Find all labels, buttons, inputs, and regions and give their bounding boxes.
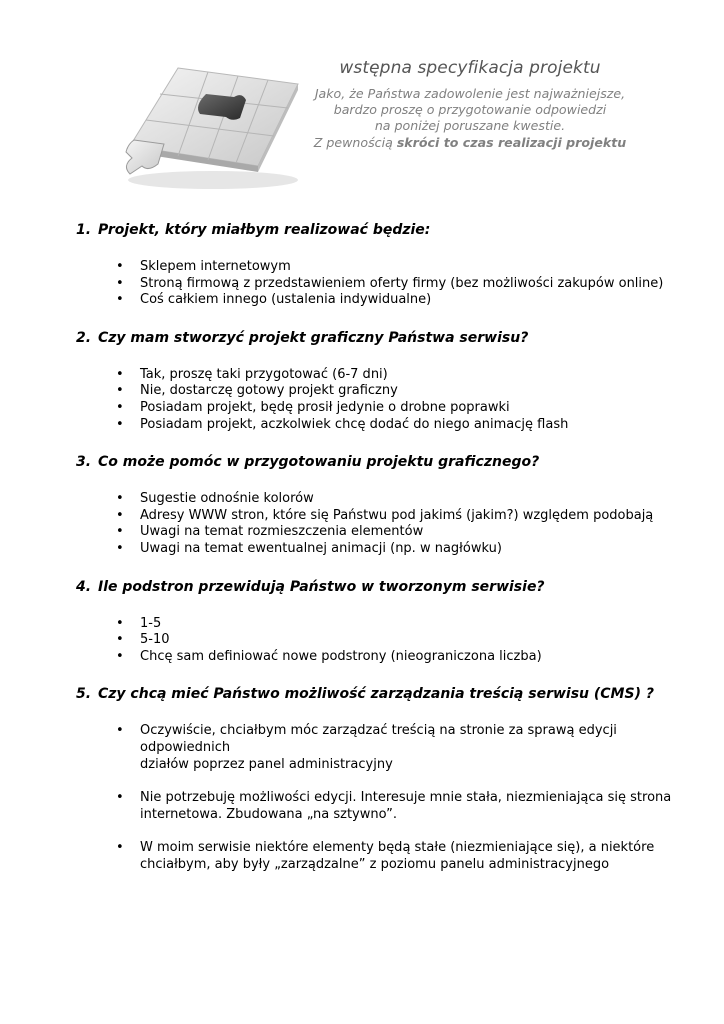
bullet-icon: •: [116, 399, 124, 415]
question-section-1: [76, 222, 676, 309]
intro-line-3: na poniżej poruszane kwestie.: [374, 118, 566, 134]
bullet-icon: •: [116, 524, 124, 540]
questionnaire: [76, 222, 676, 894]
bullet-icon: •: [116, 632, 124, 648]
list-item: [76, 649, 676, 666]
list-item: [76, 790, 676, 823]
option-line: chciałbym, aby były „zarządzalne” z poziomu panelu administracyjnego: [140, 856, 610, 872]
option-text: Uwagi na temat rozmieszczenia elementów: [140, 524, 424, 540]
question-heading: [76, 579, 676, 595]
question-section-5: [76, 686, 676, 873]
list-item: [76, 632, 676, 649]
option-text: Posiadam projekt, będę prosił jedynie o drobne poprawki: [140, 399, 510, 415]
option-text: Nie, dostarczę gotowy projekt graficzny: [140, 383, 398, 399]
document-header: [0, 0, 724, 210]
list-item: [76, 541, 676, 558]
list-item: [76, 259, 676, 276]
question-heading: [76, 454, 676, 470]
bullet-icon: •: [116, 790, 124, 806]
document-title: wstępna specyfikacja projektu: [339, 58, 601, 78]
list-item: [76, 383, 676, 400]
list-item: [76, 616, 676, 633]
option-line: Oczywiście, chciałbym móc zarządzać treścią na stronie za sprawą edycji odpowiednich: [140, 723, 617, 755]
option-text: Tak, proszę taki przygotować (6-7 dni): [140, 366, 388, 382]
bullet-icon: •: [116, 540, 124, 556]
bullet-icon: •: [116, 275, 124, 291]
question-section-4: [76, 579, 676, 666]
bullet-icon: •: [116, 366, 124, 382]
option-list: [76, 616, 676, 666]
list-item: [76, 292, 676, 309]
option-text: Stroną firmową z przedstawieniem oferty firmy (bez możliwości zakupów online): [140, 275, 664, 291]
option-list: [76, 367, 676, 433]
list-item: [76, 417, 676, 434]
header-intro: [300, 58, 640, 151]
list-item: [76, 400, 676, 417]
option-text: Adresy WWW stron, które się Państwu pod jakimś (jakim?) względem podobają: [140, 507, 654, 523]
bullet-icon: •: [116, 723, 124, 739]
option-text: Coś całkiem innego (ustalenia indywidualne): [140, 292, 432, 308]
bullet-icon: •: [116, 507, 124, 523]
question-section-2: [76, 330, 676, 433]
bullet-icon: •: [116, 840, 124, 856]
question-text: Ile podstron przewidują Państwo w tworzonym serwisie?: [98, 578, 545, 595]
option-line: działów poprzez panel administracyjny: [140, 756, 393, 772]
list-item: [76, 723, 676, 773]
question-text: Czy chcą mieć Państwo możliwość zarządzania treścią serwisu (CMS) ?: [98, 686, 654, 703]
list-item: [76, 840, 676, 873]
bullet-icon: •: [116, 383, 124, 399]
question-text: Czy mam stworzyć projekt graficzny Państwa serwisu?: [98, 329, 529, 346]
question-number: 5.: [76, 686, 92, 703]
puzzle-logo-image: [108, 62, 308, 192]
option-text: 1-5: [140, 615, 162, 631]
list-item: [76, 276, 676, 293]
bullet-icon: •: [116, 259, 124, 274]
option-text: Sugestie odnośnie kolorów: [140, 491, 314, 507]
option-line: internetowa. Zbudowana „na sztywno”.: [140, 806, 397, 822]
bullet-icon: •: [116, 491, 124, 507]
option-text: Sklepem internetowym: [140, 259, 291, 274]
question-number: 2.: [76, 329, 92, 346]
intro-line-4-emphasis: skróci to czas realizacji projektu: [396, 134, 627, 150]
option-line: Nie potrzebuję możliwości edycji. Interesuje mnie stała, niezmieniająca się strona: [140, 790, 672, 806]
list-item: [76, 491, 676, 508]
bullet-icon: •: [116, 416, 124, 432]
question-heading: [76, 686, 676, 702]
intro-line-4: [300, 135, 640, 151]
question-section-3: [76, 454, 676, 557]
list-item: [76, 367, 676, 384]
list-item: [76, 524, 676, 541]
intro-line-2: bardzo proszę o przygotowanie odpowiedzi: [333, 102, 607, 118]
option-text: 5-10: [140, 632, 170, 648]
question-heading: [76, 330, 676, 346]
bullet-icon: •: [116, 648, 124, 664]
bullet-icon: •: [116, 615, 124, 631]
question-text: Co może pomóc w przygotowaniu projektu graficznego?: [98, 454, 540, 471]
intro-line-1: Jako, że Państwa zadowolenie jest najważniejsze,: [314, 86, 626, 101]
option-list: [76, 723, 676, 873]
question-number: 3.: [76, 454, 92, 471]
list-item: [76, 508, 676, 525]
option-text: Uwagi na temat ewentualnej animacji (np. w nagłówku): [140, 540, 502, 556]
intro-line-4-prefix: Z pewnością: [313, 134, 397, 150]
option-text: Posiadam projekt, aczkolwiek chcę dodać do niego animację flash: [140, 416, 569, 432]
option-list: [76, 491, 676, 557]
question-text: Projekt, który miałbym realizować będzie:: [98, 222, 431, 238]
bullet-icon: •: [116, 292, 124, 308]
option-text: Chcę sam definiować nowe podstrony (nieograniczona liczba): [140, 648, 542, 664]
question-number: 4.: [76, 578, 92, 595]
question-heading: [76, 222, 676, 238]
option-line: W moim serwisie niektóre elementy będą stałe (niezmieniające się), a niektóre: [140, 840, 655, 856]
question-number: 1.: [76, 222, 92, 238]
option-list: [76, 259, 676, 309]
